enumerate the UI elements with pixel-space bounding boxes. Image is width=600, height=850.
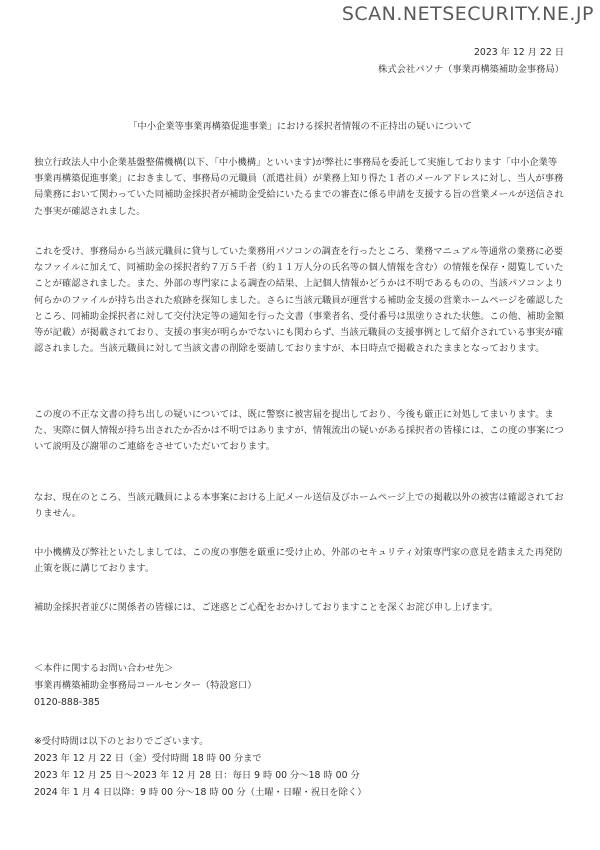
paragraph-1: 独立行政法人中小企業基盤整備機構(以下、「中小機構」といいます)が弊社に事務局を委託して実施しております「中小企業等事業再構築促進事業」におきまして、事務局の元職員（派遣社員）が業務上知り得た１者のメールアドレスに対し、当人が事務局業務において関わっていた同補助金採択者が補助金受給にいたるまでの審査に係る申請を支援する旨の営業メールが送信された事実が確認されました。 [34,157,564,217]
paragraph-2: これを受け、事務局から当該元職員に貸与していた業務用パソコンの調査を行ったところ、業務マニュアル等通常の業務に必要なファイルに加えて、同補助金の採択者約７万５千者（約１１万人分の氏名等の個人情報を含む）の情報を保存・閲覧していたことが確認されました。また、外部の専門家による調査の結果、上記個人情報かどうかは不明であるものの、当該パソコンより何らかのファイルが持ち出された痕跡を探知しました。さらに当該元職員が運営する補助金支援の営業ホームページを確認したところ、同補助金採択者に対して交付決定等の通知を行った文書（事業者名、受付番号は黒塗りされた状態。この他、補助金額等が記載）が掲載されており、支援の事実が明らかでないにも関わらず、当該元職員の支援事例として紹介されている事実が確認されました。当該元職員に対して当該文書の削除を要請しておりますが、本日時点で掲載されたままとなっております。 [34,246,564,355]
paragraph-6: 補助金採択者並びに関係者の皆様には、ご迷惑とご心配をおかけしておりますことを深くお詫び申し上げます。 [34,602,499,613]
contact-heading: ＜本件に関するお問い合わせ先＞ [34,663,174,674]
site-watermark: SCAN.NETSECURITY.NE.JP [341,3,594,25]
issuing-organization: 株式会社パソナ（事業再構築補助金事務局） [378,64,564,75]
contact-phone: 0120-888-385 [34,697,100,708]
contact-block [34,660,566,711]
hours-line: 2023 年 12 月 22 日（金）受付時間 18 時 00 分まで [34,753,262,764]
hours-line: 2023 年 12 月 25 日～2023 年 12 月 28 日：毎日 9 時 00 分～18 時 00 分 [34,770,360,781]
hours-intro: ※受付時間は以下のとおりでございます。 [34,736,209,747]
hours-block [34,733,566,801]
document-header [378,44,564,78]
paragraph-5: 中小機構及び弊社といたしましては、この度の事態を厳重に受け止め、外部のセキュリティ対策専門家の意見を踏まえた再発防止策を既に講じております。 [34,547,563,575]
paragraph-3: この度の不正な文書の持ち出しの疑いについては、既に警察に被害届を提出しており、今後も厳正に対処してまいります。また、実際に個人情報が持ち出されたか否かは不明ではありますが、情報流出の疑いがある採択者の皆様には、この度の事案について説明及び謝罪のご連絡をさせていただいております。 [34,409,564,453]
hours-line: 2024 年 1 月 4 日以降：9 時 00 分～18 時 00 分（土曜・日曜・祝日を除く） [34,787,367,798]
document-date: 2023 年 12 月 22 日 [474,47,564,58]
paragraph-4: なお、現在のところ、当該元職員による本事案における上記メール送信及びホームページ上での掲載以外の被害は確認されておりません。 [34,492,564,520]
contact-name: 事業再構築補助金事務局コールセンター（特設窓口） [34,680,257,691]
document-title: 「中小企業等事業再構築促進事業」における採択者情報の不正持出の疑いについて [128,121,472,132]
